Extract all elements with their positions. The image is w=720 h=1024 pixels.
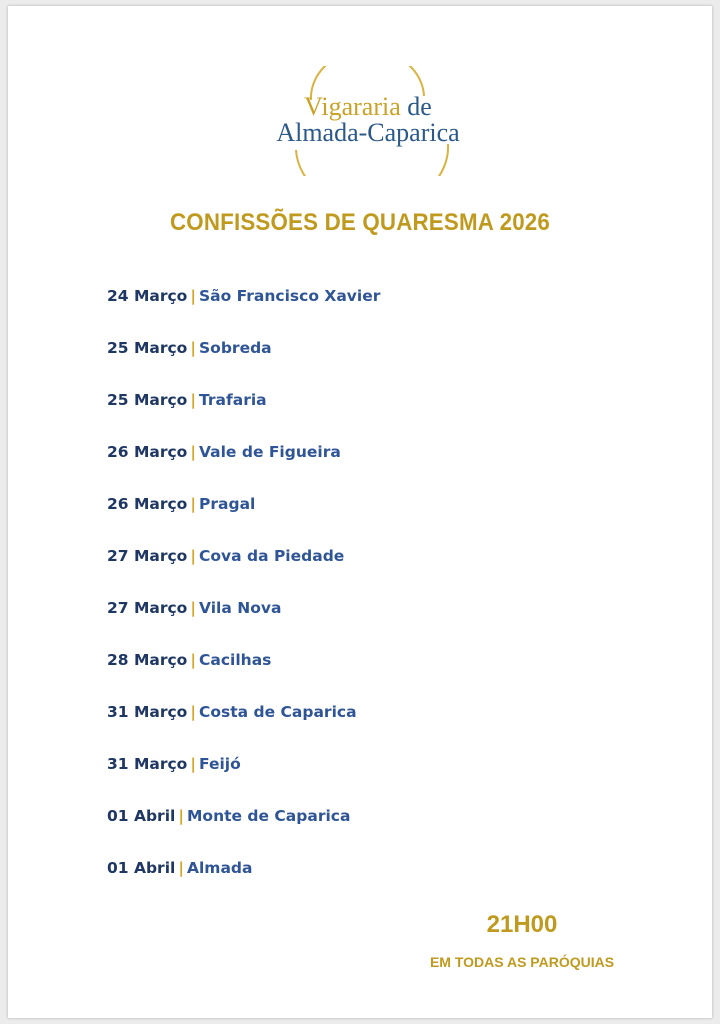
separator: | (190, 287, 197, 305)
schedule-date: 25 Março (107, 339, 188, 357)
schedule-date: 26 Março (107, 495, 188, 513)
separator: | (190, 339, 197, 357)
list-item (107, 545, 380, 597)
schedule-date: 25 Março (107, 391, 188, 409)
separator: | (190, 547, 197, 565)
separator: | (190, 651, 197, 669)
list-item (107, 337, 380, 389)
list-item (107, 441, 380, 493)
confession-schedule-list (107, 285, 380, 909)
separator: | (190, 599, 197, 617)
schedule-place: Feijó (199, 755, 241, 773)
schedule-place: Cova da Piedade (199, 547, 345, 565)
list-item (107, 649, 380, 701)
all-parishes-note: EM TODAS AS PARÓQUIAS (429, 954, 615, 970)
list-item (107, 493, 380, 545)
list-item (107, 389, 380, 441)
schedule-place: Pragal (199, 495, 256, 513)
schedule-date: 31 Março (107, 755, 188, 773)
schedule-date: 24 Março (107, 287, 188, 305)
schedule-place: Vila Nova (199, 599, 282, 617)
schedule-place: Monte de Caparica (187, 807, 351, 825)
logo-line-2: Almada-Caparica (276, 118, 460, 147)
schedule-place: Vale de Figueira (199, 443, 341, 461)
schedule-place: Sobreda (199, 339, 272, 357)
schedule-date: 27 Março (107, 599, 188, 617)
separator: | (178, 807, 184, 825)
schedule-place: Trafaria (199, 391, 267, 409)
separator: | (190, 755, 197, 773)
schedule-date: 01 Abril (107, 807, 176, 825)
separator: | (190, 443, 197, 461)
schedule-date: 27 Março (107, 547, 188, 565)
document-page (8, 6, 712, 1018)
logo-word-de: de (407, 92, 432, 121)
list-item (107, 857, 380, 909)
schedule-place: São Francisco Xavier (199, 287, 381, 305)
page-title: CONFISSÕES DE QUARESMA 2026 (169, 209, 550, 236)
separator: | (190, 703, 197, 721)
schedule-place: Almada (187, 859, 253, 877)
schedule-place: Cacilhas (199, 651, 272, 669)
list-item (107, 753, 380, 805)
schedule-date: 01 Abril (107, 859, 176, 877)
list-item (107, 285, 380, 337)
schedule-date: 31 Março (107, 703, 188, 721)
list-item (107, 597, 380, 649)
list-item (107, 701, 380, 753)
schedule-date: 26 Março (107, 443, 188, 461)
separator: | (190, 495, 197, 513)
vigararia-logo (248, 66, 488, 176)
separator: | (178, 859, 184, 877)
logo-word-vigararia: Vigararia (304, 92, 401, 121)
list-item (107, 805, 380, 857)
schedule-date: 28 Março (107, 651, 188, 669)
confession-time: 21H00 (486, 911, 558, 938)
schedule-place: Costa de Caparica (199, 703, 357, 721)
separator: | (190, 391, 197, 409)
